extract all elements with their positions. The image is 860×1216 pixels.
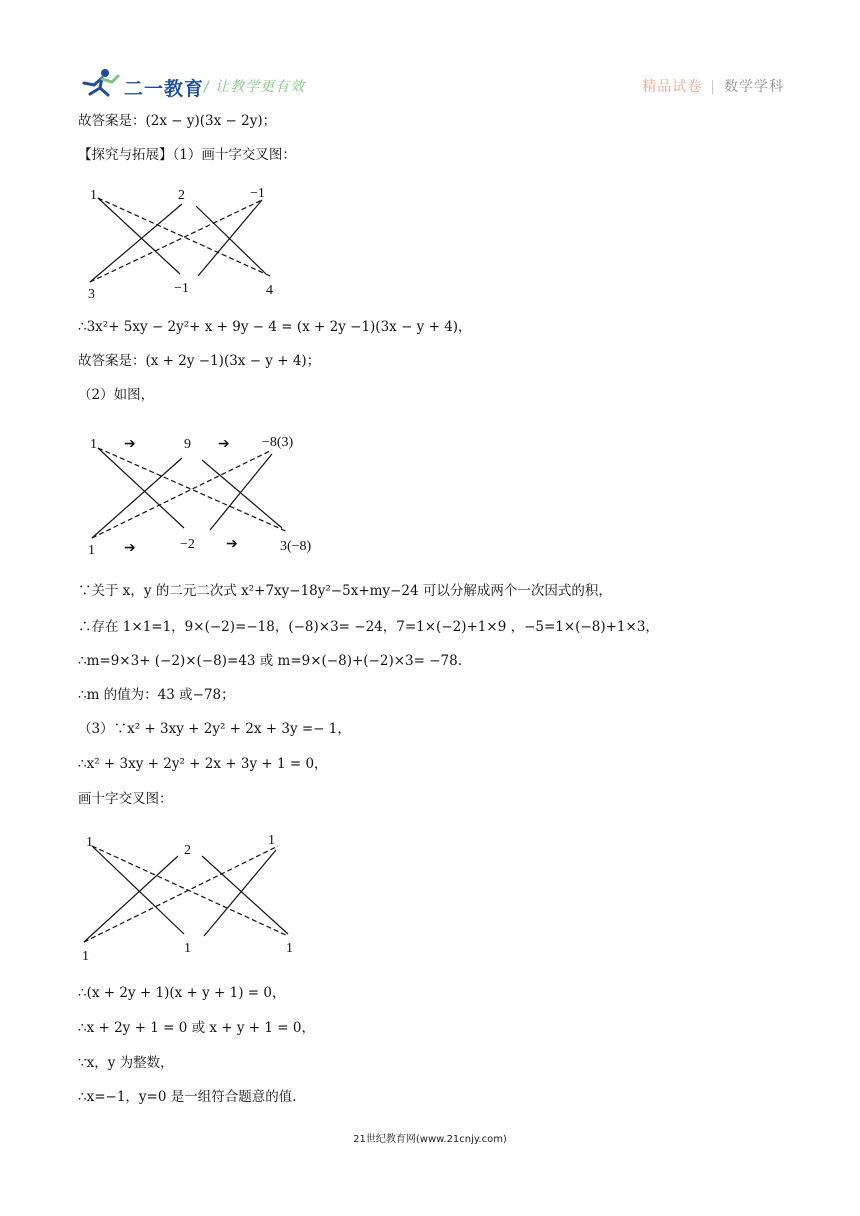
header-label-premium: 精品试卷 (642, 79, 703, 95)
conclusion-line: ∴x=−1，y=0 是一组符合题意的值. (78, 1089, 297, 1105)
cross-line-solid (204, 850, 276, 936)
part-3-equation: （3）∵x² + 3xy + 2y² + 2x + 3y =− 1， (78, 721, 351, 737)
arrow-icon: ➔ (124, 541, 136, 556)
coef-bottom-left: 3 (88, 287, 95, 302)
part-3-rearranged: ∴x² + 3xy + 2y² + 2x + 3y + 1 = 0， (78, 756, 328, 772)
answer-line-3: 故答案是：(x + 2y −1)(3x − y + 4)； (78, 353, 321, 369)
cross-line-dashed (92, 846, 288, 936)
coef-top-left: 1 (90, 437, 97, 452)
m-value-line: ∴m 的值为：43 或−78； (78, 687, 235, 703)
cross-line-solid (210, 454, 272, 530)
cross-line-dashed (92, 450, 272, 538)
integer-condition-line: ∵x，y 为整数， (78, 1055, 174, 1071)
coef-bottom-left: 1 (88, 543, 95, 558)
page-footer: 21世纪教育网(www.21cnjy.com) (353, 1134, 507, 1145)
brand-name: 二一教育 (124, 78, 205, 100)
coef-bottom-left: 1 (82, 949, 89, 964)
header-label-subject: 数学学科 (724, 79, 784, 95)
answer-line-2: ∴3x²+ 5xy − 2y²+ x + 9y − 4 = (x + 2y −1)(3x − y + 4)， (78, 319, 472, 335)
condition-line: ∵关于 x，y 的二元二次式 x²+7xy−18y²−5x+my−24 可以分解成两个一次因式的积， (78, 583, 612, 599)
part-2-heading: （2）如图， (78, 387, 155, 403)
coef-bottom-middle: −2 (180, 537, 195, 552)
coef-top-middle: 2 (184, 843, 191, 858)
cross-diagram-1 (84, 182, 284, 302)
cross-line-solid (198, 200, 262, 276)
cross-line-dashed (98, 448, 288, 532)
section-heading-explore: 【探究与拓展】（1）画十字交叉图： (78, 147, 296, 163)
cross-line-solid (98, 448, 184, 528)
arrow-icon: ➔ (218, 437, 230, 452)
coef-bottom-middle: 1 (184, 941, 191, 956)
coef-top-middle: 9 (184, 437, 191, 452)
coef-top-right: −8(3) (262, 435, 294, 450)
exists-line: ∴存在 1×1=1，9×(−2)=−18，(−8)×3= −24，7=1×(−2)+1×9 ，−5=1×(−8)+1×3， (78, 619, 659, 635)
coef-bottom-right: 3(−8) (280, 539, 312, 554)
m-calc-line: ∴m=9×3+ (−2)×(−8)=43 或 m=9×(−8)+(−2)×3= −78. (78, 653, 463, 669)
brand-slogan: / 让教学更有效 (204, 79, 306, 95)
runner-logo-icon (78, 68, 124, 98)
cross-line-solid (98, 198, 180, 274)
arrow-icon: ➔ (226, 537, 238, 552)
header-subject (642, 76, 784, 96)
answer-line-1: 故答案是：(2x − y)(3x − 2y)； (78, 113, 277, 129)
page-header (78, 62, 784, 102)
coef-top-right: −1 (250, 186, 265, 201)
cross-diagram-3 (80, 826, 310, 966)
factored-line: ∴(x + 2y + 1)(x + y + 1) = 0， (78, 985, 286, 1001)
cross-line-solid (92, 458, 182, 538)
cross-line-solid (92, 846, 184, 934)
coef-top-left: 1 (86, 835, 93, 850)
coef-top-right: 1 (268, 833, 275, 848)
header-divider: | (710, 79, 716, 95)
coef-bottom-right: 4 (266, 283, 273, 298)
cross-diagram-2 (84, 428, 324, 558)
cross-line-solid (202, 460, 282, 528)
draw-cross-heading: 画十字交叉图： (78, 791, 173, 807)
coef-top-middle: 2 (178, 188, 185, 203)
coef-bottom-middle: −1 (174, 281, 189, 296)
coef-bottom-right: 1 (286, 941, 293, 956)
solution-branch-line: ∴x + 2y + 1 = 0 或 x + y + 1 = 0， (78, 1020, 315, 1036)
cross-line-solid (84, 856, 178, 942)
coef-top-left: 1 (90, 188, 97, 203)
cross-line-dashed (84, 846, 278, 942)
cross-line-solid (196, 206, 266, 274)
arrow-icon: ➔ (124, 437, 136, 452)
